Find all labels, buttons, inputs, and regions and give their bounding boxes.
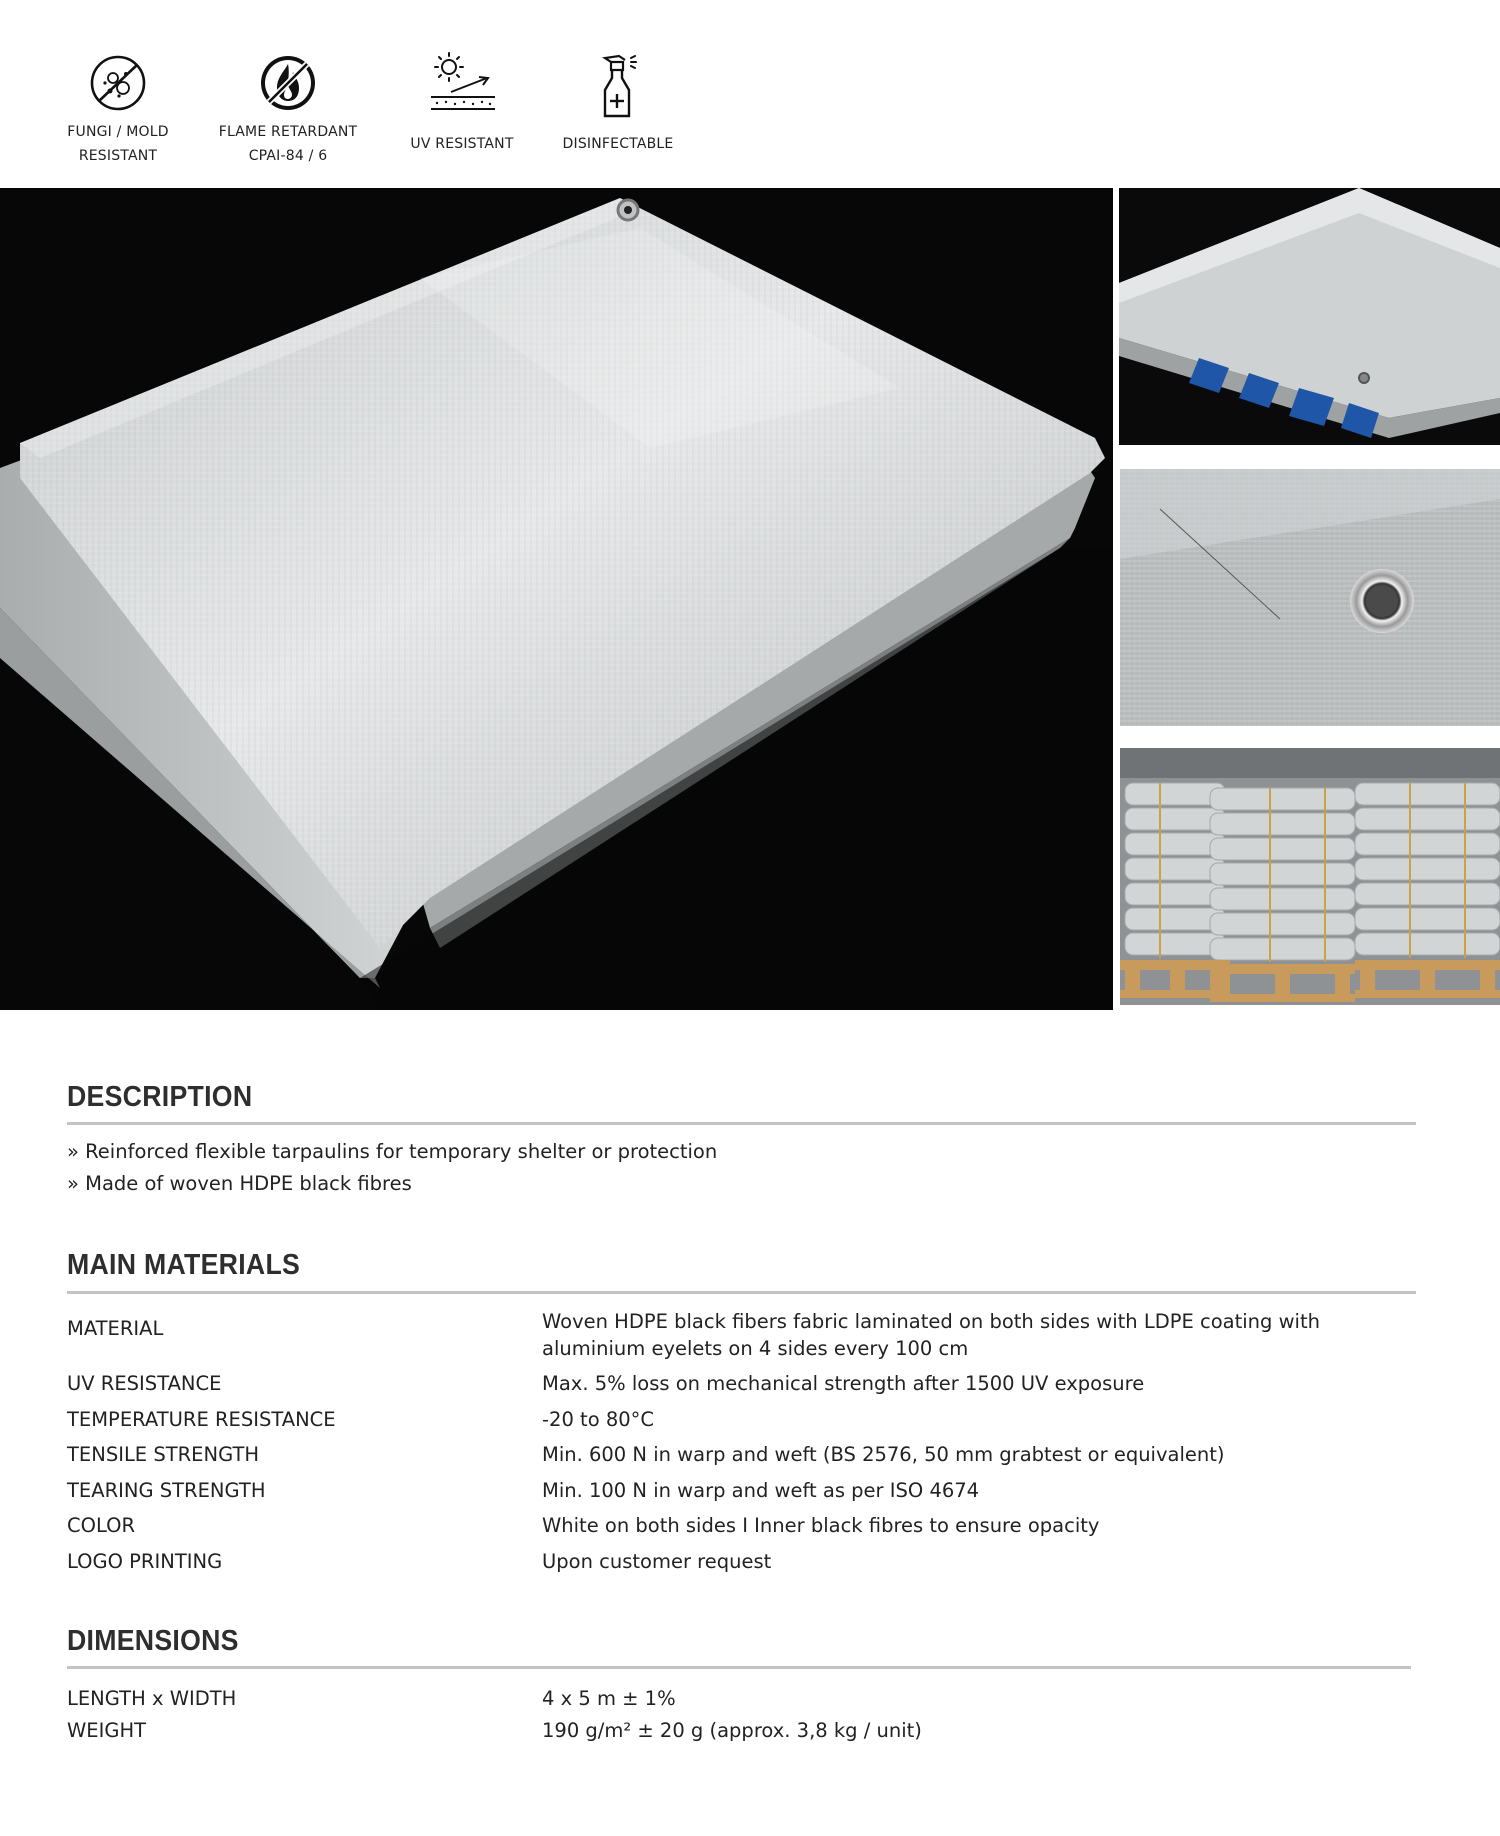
flame-retardant-icon: [253, 50, 323, 120]
thumbnail-tarpaulin-stack: [1119, 188, 1500, 445]
spec-label: UV RESISTANCE: [67, 1372, 222, 1395]
spec-value: Woven HDPE black fibers fabric laminated on both sides with LDPE coating with aluminium eyelets on 4 sides every 100 cm: [542, 1310, 1320, 1360]
feature-label: FLAME RETARDANT CPAI-84 / 6: [218, 124, 358, 164]
spec-label: COLOR: [67, 1514, 136, 1537]
description-title: DESCRIPTION: [67, 1081, 253, 1113]
description-divider: [67, 1122, 1416, 1125]
spec-label: LENGTH x WIDTH: [67, 1687, 237, 1710]
spec-value: White on both sides I Inner black fibres to ensure opacity: [542, 1514, 1100, 1537]
description-item: » Reinforced flexible tarpaulins for temporary shelter or protection: [67, 1140, 718, 1163]
dimensions-divider: [67, 1666, 1411, 1669]
main-materials-title: MAIN MATERIALS: [67, 1249, 301, 1281]
dimensions-title: DIMENSIONS: [67, 1625, 239, 1657]
feature-label: UV RESISTANT: [410, 136, 514, 152]
spec-value: Max. 5% loss on mechanical strength after 1500 UV exposure: [542, 1372, 1145, 1395]
feature-disinfectable: [523, 50, 713, 156]
feature-label: FUNGI / MOLD RESISTANT: [67, 124, 169, 164]
thumbnail-pallets: [1120, 748, 1500, 1005]
main-materials-divider: [67, 1291, 1416, 1294]
spec-label: TEMPERATURE RESISTANCE: [67, 1408, 336, 1431]
spec-value: -20 to 80°C: [542, 1408, 655, 1431]
main-product-photo: [0, 188, 1113, 1010]
spec-label: MATERIAL: [67, 1317, 164, 1340]
uv-resistant-icon: [427, 50, 497, 120]
spec-value: 190 g/m² ± 20 g (approx. 3,8 kg / unit): [542, 1719, 922, 1742]
spec-label: LOGO PRINTING: [67, 1550, 223, 1573]
spec-label: TENSILE STRENGTH: [67, 1443, 260, 1466]
feature-label: DISINFECTABLE: [562, 136, 674, 152]
description-item: » Made of woven HDPE black fibres: [67, 1172, 412, 1195]
fungi-mold-icon: [83, 50, 153, 120]
disinfectable-icon: [583, 50, 653, 120]
spec-label: WEIGHT: [67, 1719, 147, 1742]
feature-icons-row: [0, 0, 760, 185]
spec-value: Min. 100 N in warp and weft as per ISO 4674: [542, 1479, 980, 1502]
spec-value: Min. 600 N in warp and weft (BS 2576, 50 mm grabtest or equivalent): [542, 1443, 1225, 1466]
spec-label: TEARING STRENGTH: [67, 1479, 266, 1502]
feature-flame-retardant: [193, 50, 383, 168]
thumbnail-eyelet-closeup: [1120, 469, 1500, 726]
feature-fungi-mold: [23, 50, 213, 168]
spec-value: 4 x 5 m ± 1%: [542, 1687, 676, 1710]
spec-value: Upon customer request: [542, 1550, 772, 1573]
